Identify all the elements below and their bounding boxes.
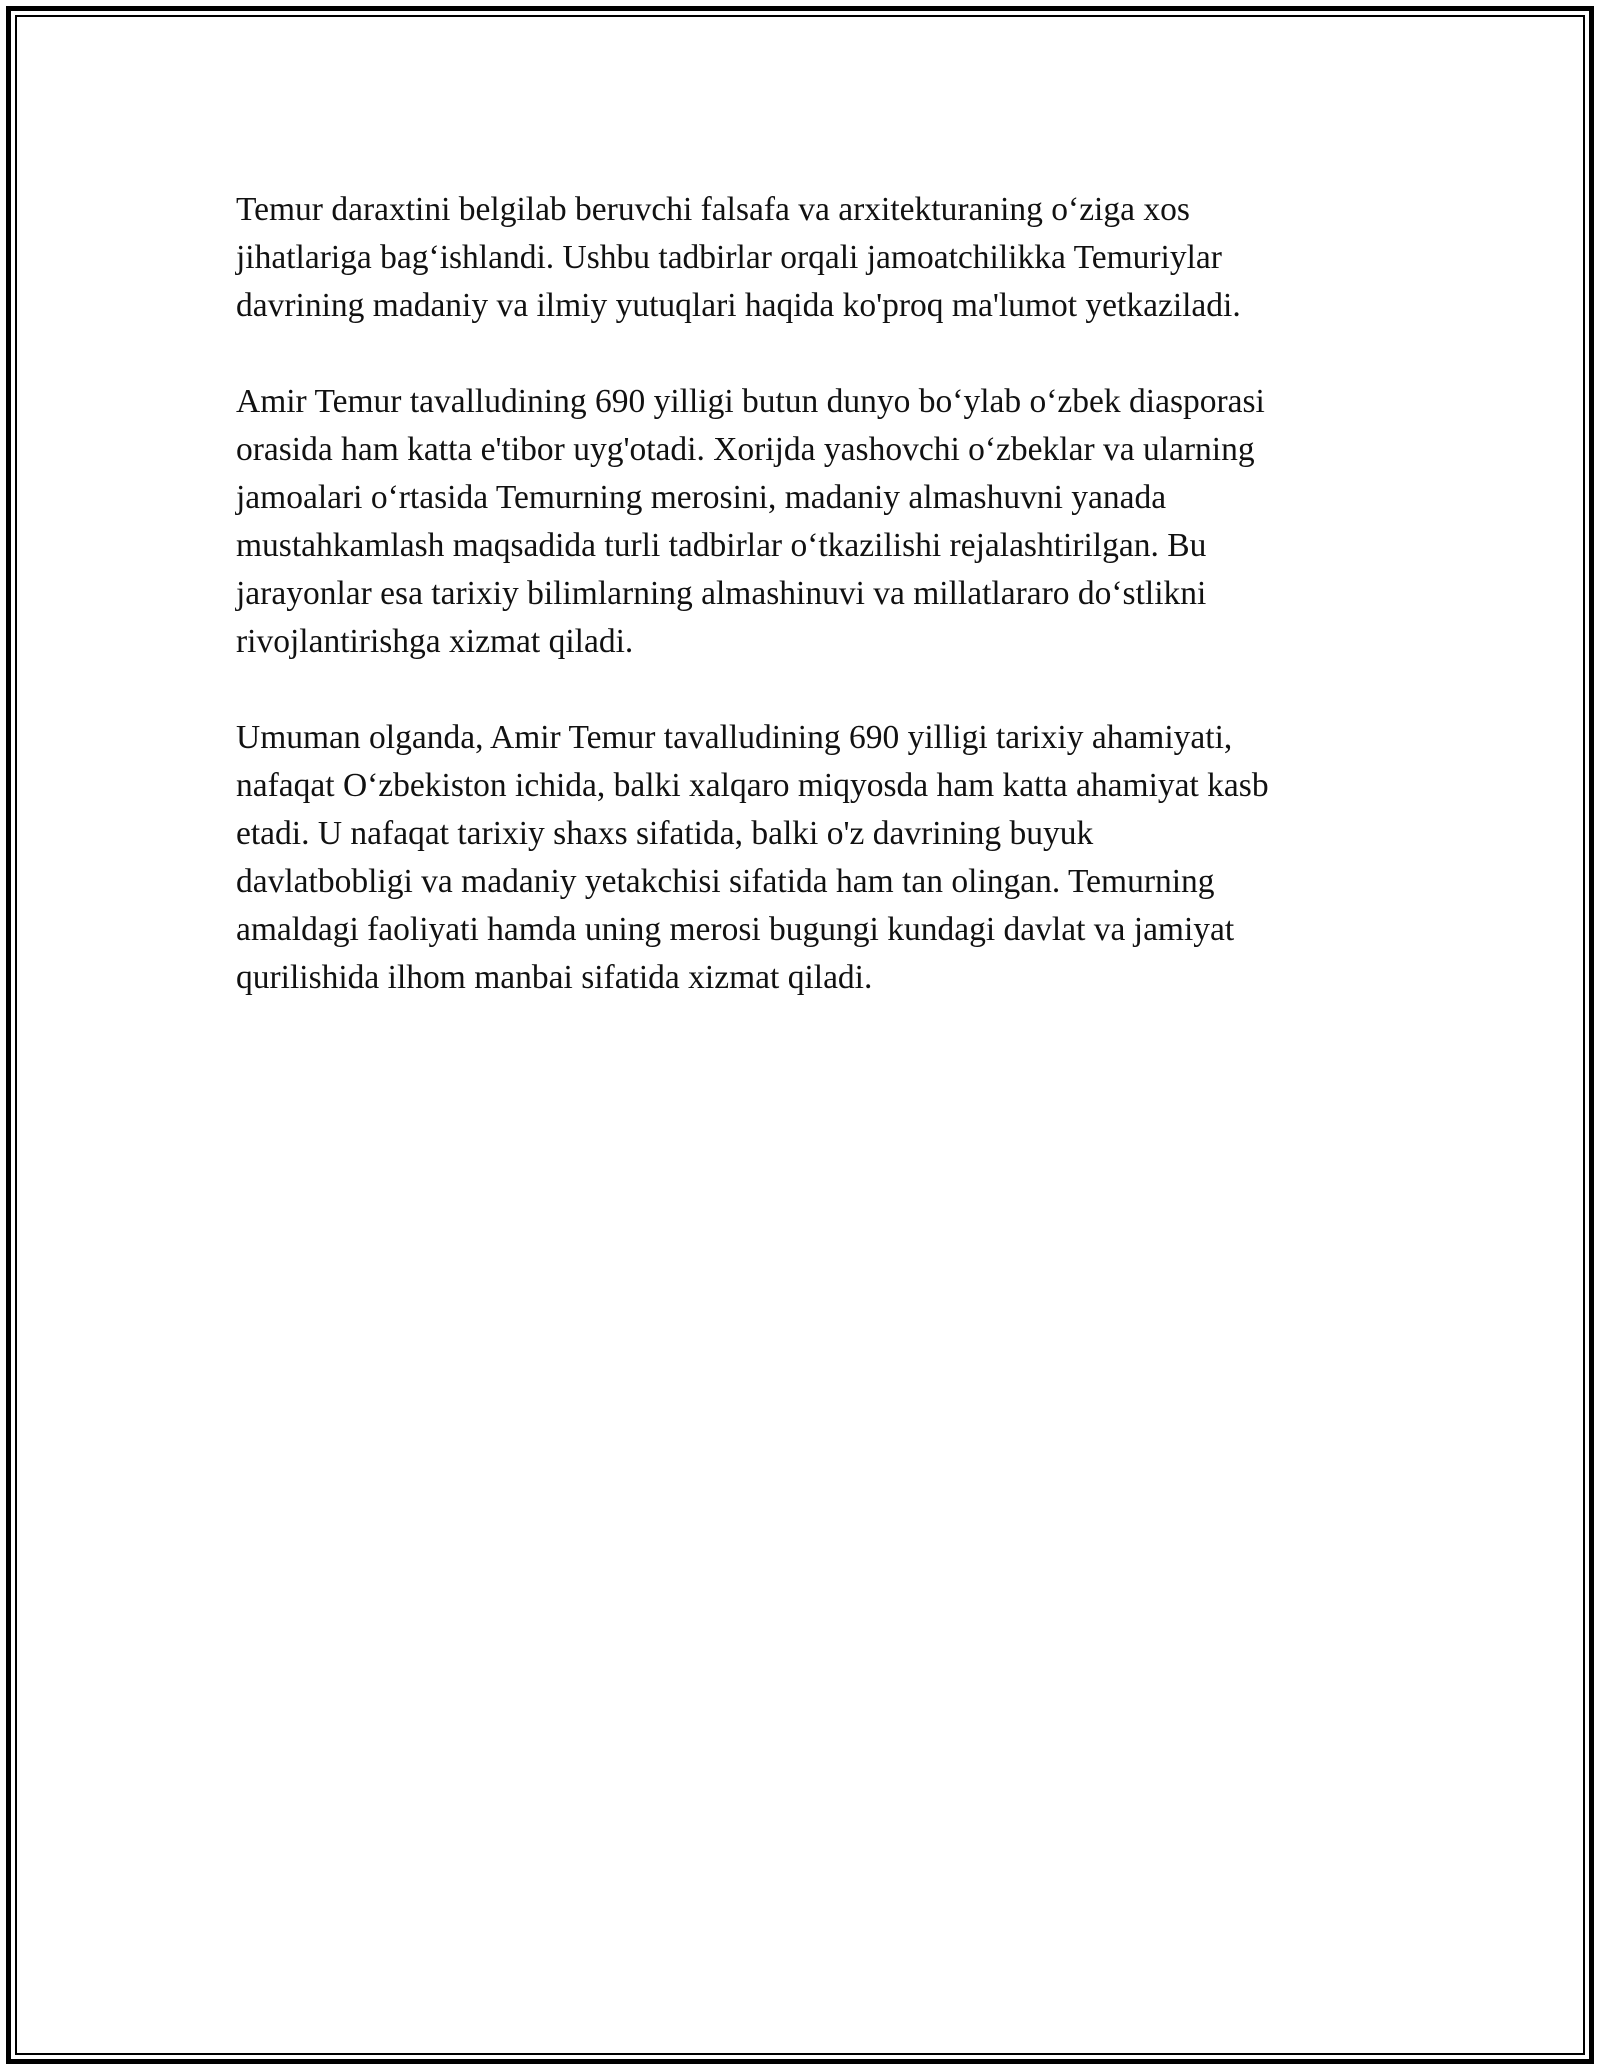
- paragraph-2: Amir Temur tavalludining 690 yilligi butun dunyo bo‘ylab o‘zbek diasporasi orasida ham katta e'tibor uyg'otadi. Xorijda yashovchi o‘zbeklar va ularning jamoalari o‘rtasida Temurning merosini, madaniy almashuvni yanada mustahkamlash maqsadida turli tadbirlar o‘tkazilishi rejalashtirilgan. Bu jarayonlar esa tarixiy bilimlarning almashinuvi va millatlararo do‘stlikni rivojlantirishga xizmat qiladi.: [236, 383, 1265, 660]
- paragraph-1: Temur daraxtini belgilab beruvchi falsafa va arxitekturaning o‘ziga xos jihatlariga bag‘ishlandi. Ushbu tadbirlar orqali jamoatchilikka Temuriylar davrining madaniy va ilmiy yutuqlari haqida ko'proq ma'lumot yetkaziladi.: [236, 191, 1241, 324]
- document-body: [236, 186, 1376, 1050]
- paragraph-3: Umuman olganda, Amir Temur tavalludining 690 yilligi tarixiy ahamiyati, nafaqat O‘zbekiston ichida, balki xalqaro miqyosda ham katta ahamiyat kasb etadi. U nafaqat tarixiy shaxs sifatida, balki o'z davrining buyuk davlatbobligi va madaniy yetakchisi sifatida ham tan olingan. Temurning amaldagi faoliyati hamda uning merosi bugungi kundagi davlat va jamiyat qurilishida ilhom manbai sifatida xizmat qiladi.: [236, 719, 1269, 996]
